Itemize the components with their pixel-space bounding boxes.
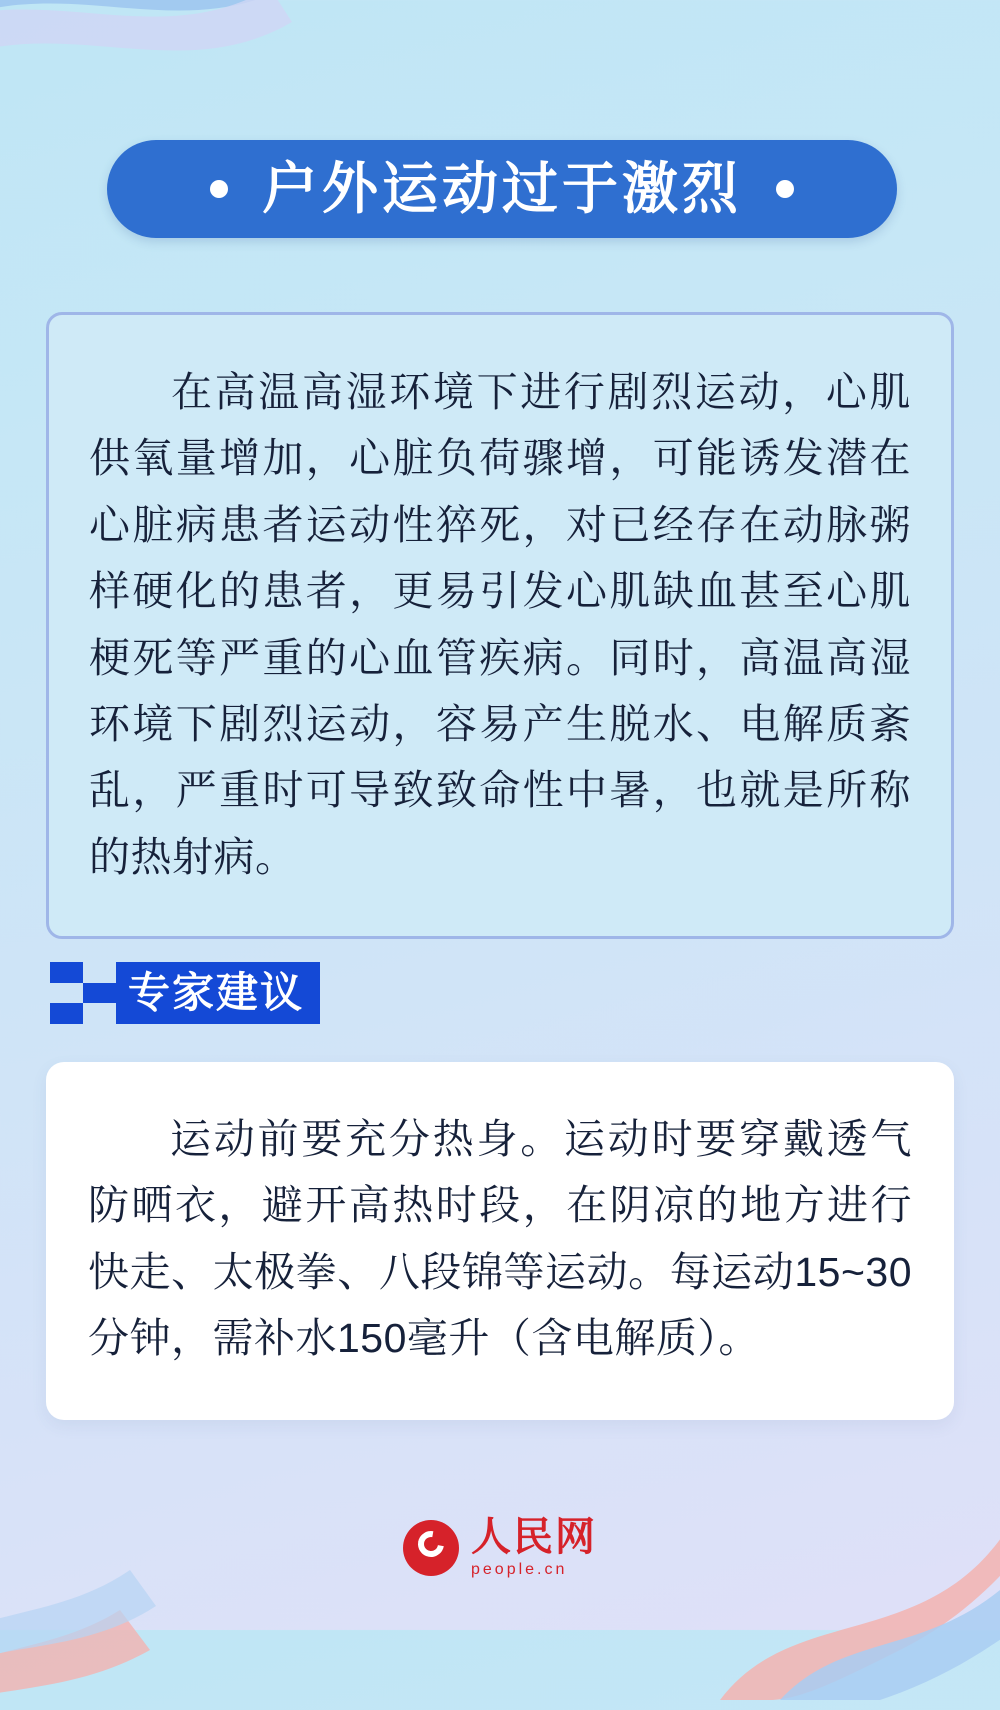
page-title-banner <box>107 140 897 238</box>
footer-logo <box>0 1517 1000 1578</box>
footer-brand <box>471 1517 597 1578</box>
footer-brand-cn: 人民网 <box>471 1515 597 1559</box>
expert-advice-label: 专家建议 <box>116 962 320 1024</box>
footer-brand-en: people.cn <box>471 1561 568 1578</box>
explanation-card <box>46 312 954 939</box>
decorative-ribbon-bottom-right <box>580 1470 1000 1700</box>
advice-text: 运动前要充分热身。运动时要穿戴透气防晒衣，避开高热时段，在阴凉的地方进行快走、太极拳、八段锦等运动。每运动15~30分钟，需补水150毫升（含电解质）。 <box>88 1116 912 1362</box>
page-title: 户外运动过于激烈 <box>262 157 742 220</box>
explanation-text: 在高温高湿环境下进行剧烈运动，心肌供氧量增加，心脏负荷骤增，可能诱发潜在心脏病患者运动性猝死，对已经存在动脉粥样硬化的患者，更易引发心肌缺血甚至心肌梗死等严重的心血管疾病。同时，高温高湿环境下剧烈运动，容易产生脱水、电解质紊乱，严重时可导致致命性中暑，也就是所称的热射病。 <box>89 369 911 880</box>
advice-card <box>46 1062 954 1420</box>
checker-pattern-icon <box>50 962 116 1024</box>
expert-advice-heading <box>50 962 320 1024</box>
people-cn-logo-icon <box>403 1520 459 1576</box>
bullet-dot-left-icon <box>210 180 228 198</box>
bullet-dot-right-icon <box>776 180 794 198</box>
